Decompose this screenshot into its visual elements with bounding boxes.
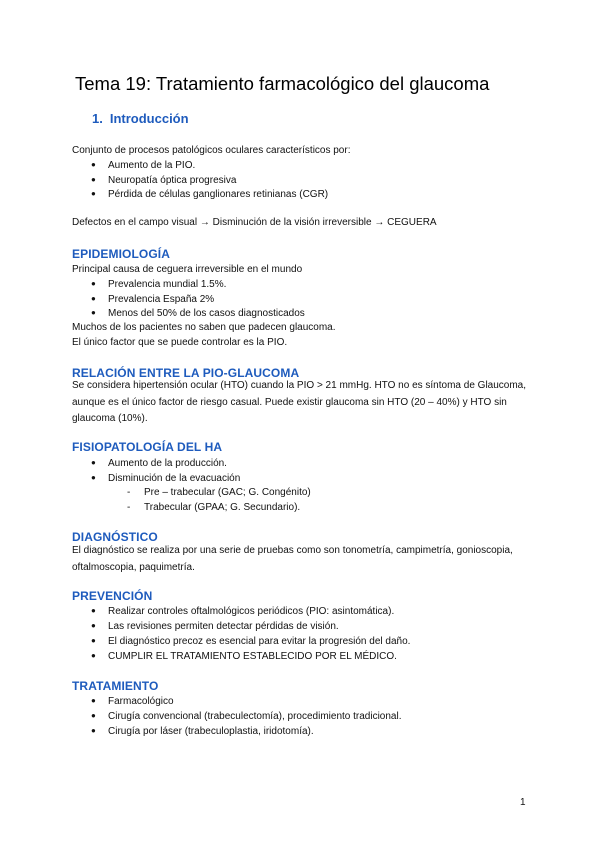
list-item: ● Pérdida de células ganglionares retinianas (CGR) [91, 189, 329, 200]
bullet-icon: ● [91, 294, 96, 303]
section-heading-tratamiento: TRATAMIENTO [72, 679, 159, 693]
section-heading-relacion: RELACIÓN ENTRE LA PIO-GLAUCOMA [72, 366, 300, 380]
list-item: ● Prevalencia mundial 1.5%. [91, 279, 227, 290]
list-item: ● Neuropatía óptica progresiva [91, 175, 237, 186]
bullet-icon: ● [91, 726, 96, 735]
section-heading-epidemiologia: EPIDEMIOLOGÍA [72, 247, 170, 261]
list-item: ● CUMPLIR EL TRATAMIENTO ESTABLECIDO POR EL MÉDICO. [91, 651, 397, 662]
section-heading-fisiopatologia: FISIOPATOLOGÍA DEL HA [72, 440, 223, 454]
sub-list-item: - Trabecular (GPAA; G. Secundario). [127, 502, 301, 513]
sub-list-item: - Pre – trabecular (GAC; G. Congénito) [127, 487, 311, 498]
list-item: ● Menos del 50% de los casos diagnosticados [91, 308, 305, 319]
bullet-icon: ● [91, 696, 96, 705]
diagnostico-text: El diagnóstico se realiza por una serie de pruebas como son tonometría, campimetría, gonioscopia, oftalmoscopia, paquimetría. [72, 545, 513, 573]
bullet-icon: ● [91, 279, 96, 288]
section-heading-introduccion [92, 111, 189, 126]
list-item: ● El diagnóstico precoz es esencial para evitar la progresión del daño. [91, 636, 411, 647]
list-item: ● Cirugía por láser (trabeculoplastia, iridotomía). [91, 726, 314, 737]
page-title: Tema 19: Tratamiento farmacológico del glaucoma [75, 73, 490, 94]
list-item: ● Prevalencia España 2% [91, 294, 215, 305]
bullet-icon: ● [91, 636, 96, 645]
section-heading-prevencion: PREVENCIÓN [72, 589, 153, 603]
list-item: ● Las revisiones permiten detectar pérdidas de visión. [91, 621, 339, 632]
bullet-icon: ● [91, 606, 96, 615]
epidemiologia-lead: Principal causa de ceguera irreversible en el mundo [72, 264, 303, 275]
section-number: 1. [92, 111, 103, 126]
relacion-text: Se considera hipertensión ocular (HTO) cuando la PIO > 21 mmHg. HTO no es síntoma de Glaucoma, aunque es el único factor de riesgo casual. Puede existir glaucoma sin HTO (20 – 40%) y HTO sin glaucoma (10%). [72, 380, 527, 424]
section-heading-diagnostico: DIAGNÓSTICO [72, 530, 158, 544]
bullet-icon: ● [91, 175, 96, 184]
intro-lead: Conjunto de procesos patológicos oculares característicos por: [72, 145, 351, 156]
bullet-icon: ● [91, 308, 96, 317]
bullet-icon: ● [91, 458, 96, 467]
epidemiologia-note-2: El único factor que se puede controlar es la PIO. [72, 337, 288, 348]
list-item: ● Farmacológico [91, 696, 174, 707]
list-item: ● Aumento de la producción. [91, 458, 227, 469]
bullet-icon: ● [91, 473, 96, 482]
list-item: ● Aumento de la PIO. [91, 160, 196, 171]
bullet-icon: ● [91, 651, 96, 660]
list-item: ● Cirugía convencional (trabeculectomía), procedimiento tradicional. [91, 711, 402, 722]
dash-icon: - [127, 502, 131, 513]
bullet-icon: ● [91, 711, 96, 720]
bullet-icon: ● [91, 160, 96, 169]
defects-line: Defectos en el campo visual → Disminución de la visión irreversible → CEGUERA [72, 217, 437, 228]
dash-icon: - [127, 487, 131, 498]
section-heading-text: Introducción [109, 111, 189, 126]
bullet-icon: ● [91, 189, 96, 198]
list-item: ● Disminución de la evacuación [91, 473, 241, 484]
list-item: ● Realizar controles oftalmológicos periódicos (PIO: asintomática). [91, 606, 395, 617]
page-number: 1 [520, 797, 526, 808]
epidemiologia-note-1: Muchos de los pacientes no saben que padecen glaucoma. [72, 322, 336, 333]
bullet-icon: ● [91, 621, 96, 630]
